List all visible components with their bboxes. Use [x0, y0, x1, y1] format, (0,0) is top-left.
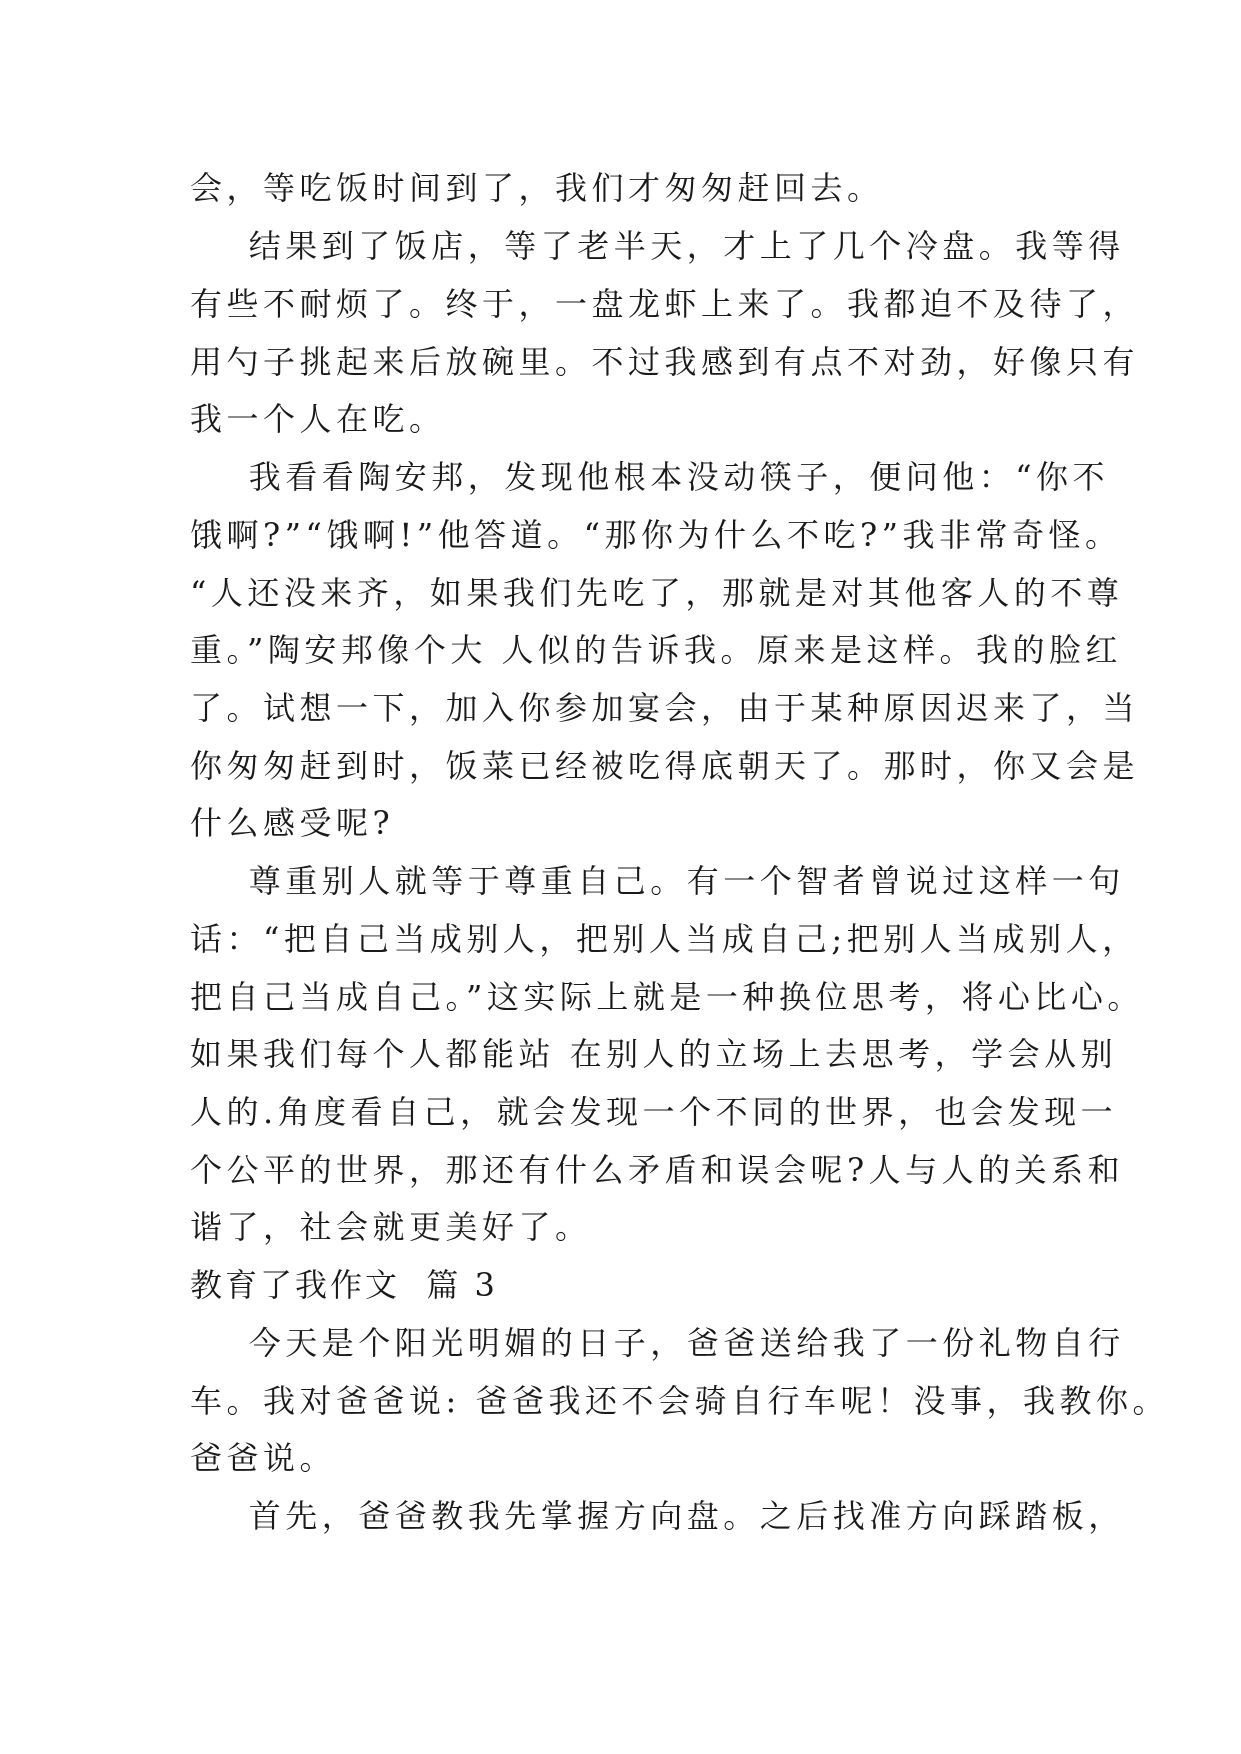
text-line: 车。我对爸爸说: 爸爸我还不会骑自行车呢！没事，我教你。 [190, 1382, 1169, 1420]
text-line: “人还没来齐，如果我们先吃了，那就是对其他客人的不尊 [190, 574, 1124, 612]
paragraph-first-line: 结果到了饭店，等了老半天，才上了几个冷盘。我等得 [190, 227, 1125, 265]
paragraph-first-line: 首先，爸爸教我先掌握方向盘。之后找准方向踩踏板， [190, 1497, 1125, 1535]
text-line: 如果我们每个人都能站 在别人的立场上去思考，学会从别 [190, 1035, 1118, 1073]
text-line: 重。”陶安邦像个大 人似的告诉我。原来是这样。我的脸红 [190, 631, 1123, 669]
text-line: 饿啊?”“饿啊!”他答道。“那你为什么不吃?”我非常奇怪。 [190, 516, 1122, 554]
text-line: 个公平的世界，那还有什么矛盾和误会呢?人与人的关系和 [190, 1151, 1125, 1189]
text-line: 用勺子挑起来后放碗里。不过我感到有点不对劲，好像只有 [190, 343, 1140, 381]
text-line: 了。试想一下，加入你参加宴会，由于某种原因迟来了，当 [190, 689, 1140, 727]
text-line: 有些不耐烦了。终于，一盘龙虾上来了。我都迫不及待了， [190, 285, 1140, 323]
text-line: 会，等吃饭时间到了，我们才匆匆赶回去。 [190, 169, 884, 207]
text-line: 你匆匆赶到时，饭菜已经被吃得底朝天了。那时，你又会是 [190, 747, 1140, 785]
text-line: 人的.角度看自己，就会发现一个不同的世界，也会发现一 [190, 1093, 1118, 1131]
section-heading: 教育了我作文 篇 3 [190, 1266, 498, 1304]
text-line: 把自己当成自己。”这实际上就是一种换位思考，将心比心。 [190, 978, 1144, 1016]
paragraph-first-line: 尊重别人就等于尊重自己。有一个智者曾说过这样一句 [190, 862, 1125, 900]
text-line: 什么感受呢? [190, 804, 395, 842]
text-line: 话：“把自己当成别人，把别人当成自己;把别人当成别人， [190, 920, 1139, 958]
text-line: 爸爸说。 [190, 1439, 337, 1477]
paragraph-first-line: 我看看陶安邦，发现他根本没动筷子，便问他：“你不 [190, 458, 1110, 496]
text-line: 我一个人在吃。 [190, 400, 446, 438]
text-line: 谐了，社会就更美好了。 [190, 1208, 592, 1246]
paragraph-first-line: 今天是个阳光明媚的日子，爸爸送给我了一份礼物自行 [190, 1324, 1125, 1362]
